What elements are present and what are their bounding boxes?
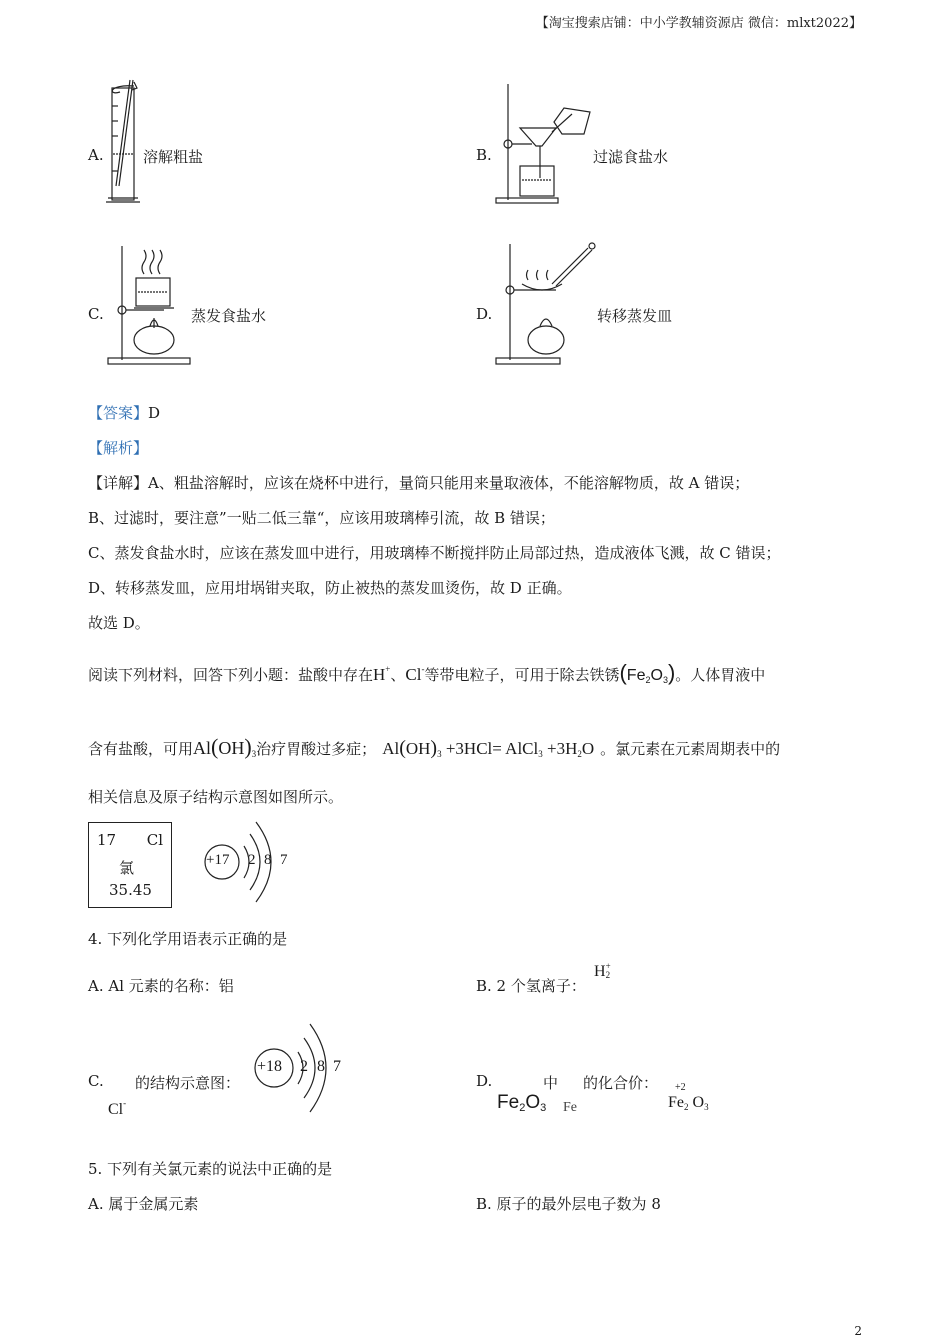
fe-charge: +2 <box>675 1082 686 1093</box>
page-number: 2 <box>854 1324 862 1338</box>
q4-option-d-mid: 中 <box>543 1074 559 1092</box>
cl-shell-2: 8 <box>264 852 272 868</box>
formula-h-plus: H+ <box>373 664 391 684</box>
q4-option-d-letter[interactable]: D. <box>476 1072 493 1090</box>
detail-line-3: C、蒸发食盐水时，应该在蒸发皿中进行，用玻璃棒不断搅拌防止局部过热，造成液体飞溅，故 C 错误； <box>88 544 781 562</box>
q5-option-a[interactable]: A. 属于金属元素 <box>88 1195 199 1213</box>
reaction-equation: $Al(OH)_3 +3HCl=$ AlCl$_3$ $+3H_2O$ <box>382 737 595 759</box>
atomic-number: 17 <box>97 831 117 849</box>
answer-value: D <box>148 404 161 422</box>
reading-text-1b: 等带电粒子，可用于除去铁锈 <box>424 666 620 684</box>
cl-shell-3: 7 <box>280 852 288 868</box>
cl-ion-shell-1: 2 <box>300 1058 308 1075</box>
reading-sep: 、 <box>390 666 406 684</box>
formula-cl-minus: Cl- <box>405 664 425 684</box>
option-c-letter: C. <box>88 305 104 323</box>
cl-shell-1: 2 <box>248 852 256 868</box>
cl-ion-label: Cl- <box>108 1098 127 1118</box>
filtration-illustration <box>492 82 592 206</box>
atomic-mass: 35.45 <box>109 881 152 899</box>
option-a-letter: A. <box>88 146 104 164</box>
q4-option-b[interactable] <box>476 975 586 996</box>
detail-line-4: D、转移蒸发皿，应用坩埚钳夹取，防止被热的蒸发皿烫伤，故 D 正确。 <box>88 579 572 597</box>
cl-nucleus: +17 <box>206 852 230 868</box>
q5-option-b[interactable]: B. 原子的最外层电子数为 8 <box>476 1195 661 1213</box>
reading-text-2c: 。氯元素在元素周期表中的 <box>600 740 781 758</box>
q4-option-b-text: B. 2 个氢离子： <box>476 977 586 995</box>
answer-label: 【答案】 <box>88 404 149 422</box>
page-header: 【淘宝搜索店铺：中小学教辅资源店 微信：mlxt2022】 <box>535 16 862 31</box>
element-name: 氯 <box>119 859 135 877</box>
formula-h2-plus: H+ 2 <box>594 961 611 980</box>
reading-line-1 <box>88 660 765 686</box>
detail-text-1: A、粗盐溶解时，应该在烧杯中进行，量筒只能用来量取液体，不能溶解物质，故 A 错误； <box>148 474 750 492</box>
cylinder-illustration <box>104 76 154 208</box>
analysis-label: 【解析】 <box>88 439 149 457</box>
formula-fe2o3-d: $Fe_2O_3$ <box>497 1092 547 1114</box>
formula-fe2o3: $(Fe_2O_3)$ <box>619 660 676 685</box>
cl-ion-shell-2: 8 <box>317 1058 325 1075</box>
cl-ion-symbol: Cl <box>108 1101 124 1118</box>
evaporation-beaker-illustration <box>104 244 192 368</box>
option-d-letter: D. <box>476 305 493 323</box>
option-c-text: 蒸发食盐水 <box>191 307 267 325</box>
formula-fe2o3-valence: $Fe_2$ $O_3$ <box>668 1094 709 1112</box>
reading-text-1c: 。人体胃液中 <box>675 666 766 684</box>
reading-line-2 <box>88 734 780 760</box>
q4-option-a[interactable]: A. Al 元素的名称：铝 <box>88 977 234 995</box>
option-a-text: 溶解粗盐 <box>143 148 204 166</box>
q5-stem: 5. 下列有关氯元素的说法中正确的是 <box>88 1160 333 1178</box>
q4-option-c-letter[interactable]: C. <box>88 1072 104 1090</box>
detail-conclusion: 故选 D。 <box>88 614 150 632</box>
cl-ion-nucleus: +18 <box>257 1058 283 1075</box>
option-b-text: 过滤食盐水 <box>593 148 669 166</box>
reading-text-2b: 治疗胃酸过多症； <box>256 740 377 758</box>
equation-part-2: +3H <box>546 739 578 758</box>
element-symbol: Cl <box>146 831 163 849</box>
transfer-dish-illustration <box>492 240 600 368</box>
option-b-letter: B. <box>476 146 492 164</box>
detail-line-1 <box>88 472 749 493</box>
q4-option-c-text: 的结构示意图： <box>135 1074 241 1092</box>
element-info-box <box>88 822 172 908</box>
fe-symbol: Fe <box>563 1100 577 1115</box>
formula-aloh3: $Al(OH)_3$ <box>193 734 257 759</box>
q4-stem: 4. 下列化学用语表示正确的是 <box>88 930 288 948</box>
equation-part-1: +3HCl= AlCl <box>445 739 539 758</box>
reading-line-3: 相关信息及原子结构示意图如图所示。 <box>88 788 344 806</box>
detail-line-2: B、过滤时，要注意”一贴二低三靠“，应该用玻璃棒引流，故 B 错误； <box>88 509 555 527</box>
reading-text-2a: 含有盐酸，可用 <box>88 740 194 758</box>
reading-text-1a: 阅读下列材料，回答下列小题：盐酸中存在 <box>88 666 374 684</box>
answer-line <box>88 402 160 423</box>
q4-option-d-mid2: 的化合价： <box>583 1074 659 1092</box>
detail-label: 【详解】 <box>88 474 149 492</box>
cl-ion-shell-3: 7 <box>333 1058 341 1075</box>
option-d-text: 转移蒸发皿 <box>597 307 673 325</box>
